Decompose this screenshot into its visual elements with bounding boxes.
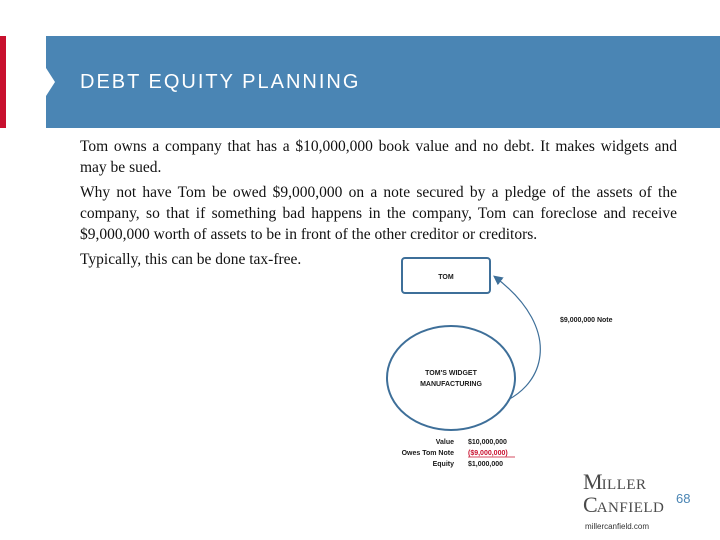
company-label-line2: MANUFACTURING — [420, 381, 482, 388]
paragraph-1: Tom owns a company that has a $10,000,000 book value and no debt. It makes widgets and may be sued. — [80, 138, 677, 176]
note-arrow-label: $9,000,000 Note — [560, 317, 613, 324]
logo-url: millercanfield.com — [585, 522, 650, 531]
equity-label: Equity — [432, 461, 454, 468]
equity-amount: $1,000,000 — [468, 461, 504, 468]
page-number: 68 — [676, 491, 691, 506]
value-label: Value — [435, 439, 454, 446]
accent-bar — [0, 36, 6, 128]
logo-line-2: CANFIELD — [583, 492, 665, 517]
tom-box-label: TOM — [438, 274, 454, 281]
company-label-line1: TOM'S WIDGET — [425, 370, 477, 377]
note-label: Owes Tom Note — [401, 450, 454, 457]
paragraph-3: Typically, this can be done tax-free. — [80, 251, 302, 268]
logo-line-1: MILLER — [583, 469, 647, 494]
debt-diagram — [380, 255, 640, 477]
banner-notch — [46, 68, 55, 96]
slide-title: DEBT EQUITY PLANNING — [80, 71, 361, 93]
company-circle — [387, 326, 515, 430]
paragraph-2: Why not have Tom be owed $9,000,000 on a note secured by a pledge of the assets of the company, so that if something bad happens in the company, Tom can foreclose and receive $9,000,000 worth of assets to be in front of the other creditor or creditors. — [80, 184, 677, 243]
value-amount: $10,000,000 — [468, 439, 507, 446]
body-text — [80, 136, 677, 274]
note-amount: ($9,000,000) — [468, 450, 508, 457]
